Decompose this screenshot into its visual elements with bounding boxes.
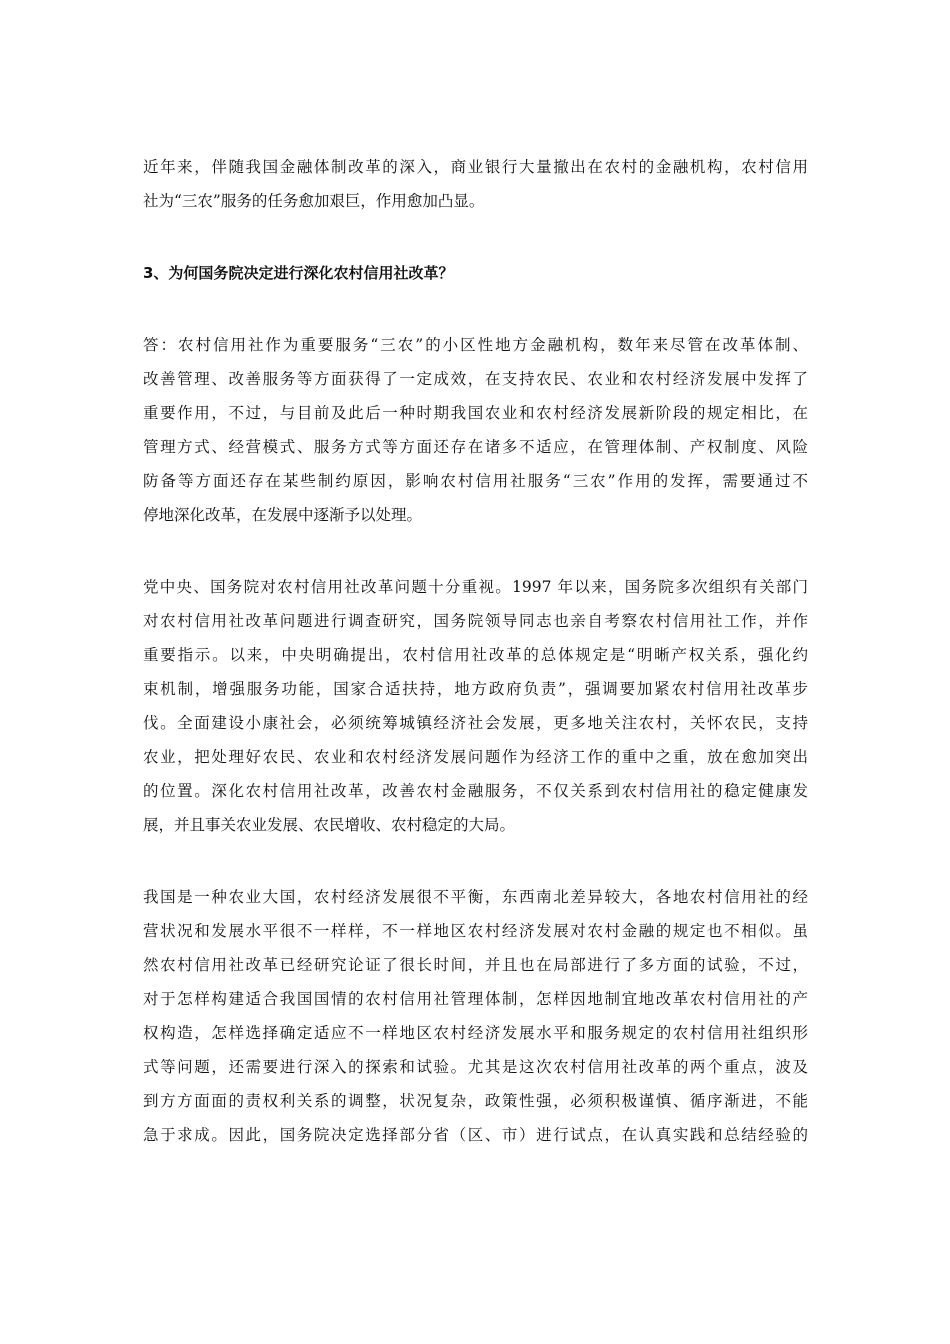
text-line: 的位置。深化农村信用社改革，改善农村金融服务，不仅关系到农村信用社的稳定健康发 — [143, 782, 808, 800]
document-body — [143, 150, 808, 1152]
text-line: 答：农村信用社作为重要服务“三农”的小区性地方金融机构，数年来尽管在改革体制、 — [143, 336, 808, 354]
text-line: 改善管理、改善服务等方面获得了一定成效，在支持农民、农业和农村经济发展中发挥了 — [143, 370, 808, 388]
text-line: 社为“三农”服务的任务愈加艰巨，作用愈加凸显。 — [143, 192, 485, 210]
text-line: 然农村信用社改革已经研究论证了很长时间，并且也在局部进行了多方面的试验，不过， — [143, 956, 808, 974]
text-line: 党中央、国务院对农村信用社改革问题十分重视。1997 年以来，国务院多次组织有关部门 — [143, 578, 808, 596]
text-line: 急于求成。因此，国务院决定选择部分省（区、市）进行试点，在认真实践和总结经验的 — [143, 1126, 808, 1144]
paragraph-gap — [143, 842, 808, 880]
paragraph-intro — [143, 150, 808, 218]
text-line: 展，并且事关农业发展、农民增收、农村稳定的大局。 — [143, 816, 516, 834]
paragraph-gap — [143, 290, 808, 328]
text-line: 到方方面面的责权利关系的调整，状况复杂，政策性强，必须积极谨慎、循序渐进，不能 — [143, 1092, 808, 1110]
text-line: 对于怎样构建适合我国国情的农村信用社管理体制，怎样因地制宜地改革农村信用社的产 — [143, 990, 808, 1008]
text-line: 伐。全面建设小康社会，必须统筹城镇经济社会发展，更多地关注农村，关怀农民，支持 — [143, 714, 808, 732]
text-line: 式等问题，还需要进行深入的探索和试验。尤其是这次农村信用社改革的两个重点，波及 — [143, 1058, 808, 1076]
paragraph-answer — [143, 328, 808, 532]
text-line: 重要作用，不过，与目前及此后一种时期我国农业和农村经济发展新阶段的规定相比，在 — [143, 404, 808, 422]
text-line: 近年来，伴随我国金融体制改革的深入，商业银行大量撤出在农村的金融机构，农村信用 — [143, 158, 808, 176]
text-line: 防备等方面还存在某些制约原因，影响农村信用社服务“三农”作用的发挥，需要通过不 — [143, 472, 808, 490]
text-line: 权构造，怎样选择确定适应不一样地区农村经济发展水平和服务规定的农村信用社组织形 — [143, 1024, 808, 1042]
paragraph-gap — [143, 218, 808, 256]
text-line: 我国是一种农业大国，农村经济发展很不平衡，东西南北差异较大，各地农村信用社的经 — [143, 888, 808, 906]
text-line: 重要指示。以来，中央明确提出，农村信用社改革的总体规定是“明晰产权关系，强化约 — [143, 646, 808, 664]
text-line: 停地深化改革，在发展中逐渐予以处理。 — [143, 506, 423, 524]
text-line: 营状况和发展水平很不一样样，不一样地区农村经济发展对农村金融的规定也不相似。虽 — [143, 922, 808, 940]
section-heading: 3、为何国务院决定进行深化农村信用社改革？ — [143, 264, 454, 282]
paragraph-gap — [143, 532, 808, 570]
text-line: 束机制，增强服务功能，国家合适扶持，地方政府负责”，强调要加紧农村信用社改革步 — [143, 680, 808, 698]
text-line: 对农村信用社改革问题进行调查研究，国务院领导同志也亲自考察农村信用社工作，并作 — [143, 612, 808, 630]
paragraph-policy — [143, 570, 808, 842]
paragraph-pilot — [143, 880, 808, 1152]
text-line: 农业，把处理好农民、农业和农村经济发展问题作为经济工作的重中之重，放在愈加突出 — [143, 748, 808, 766]
text-line: 管理方式、经营模式、服务方式等方面还存在诸多不适应，在管理体制、产权制度、风险 — [143, 438, 808, 456]
